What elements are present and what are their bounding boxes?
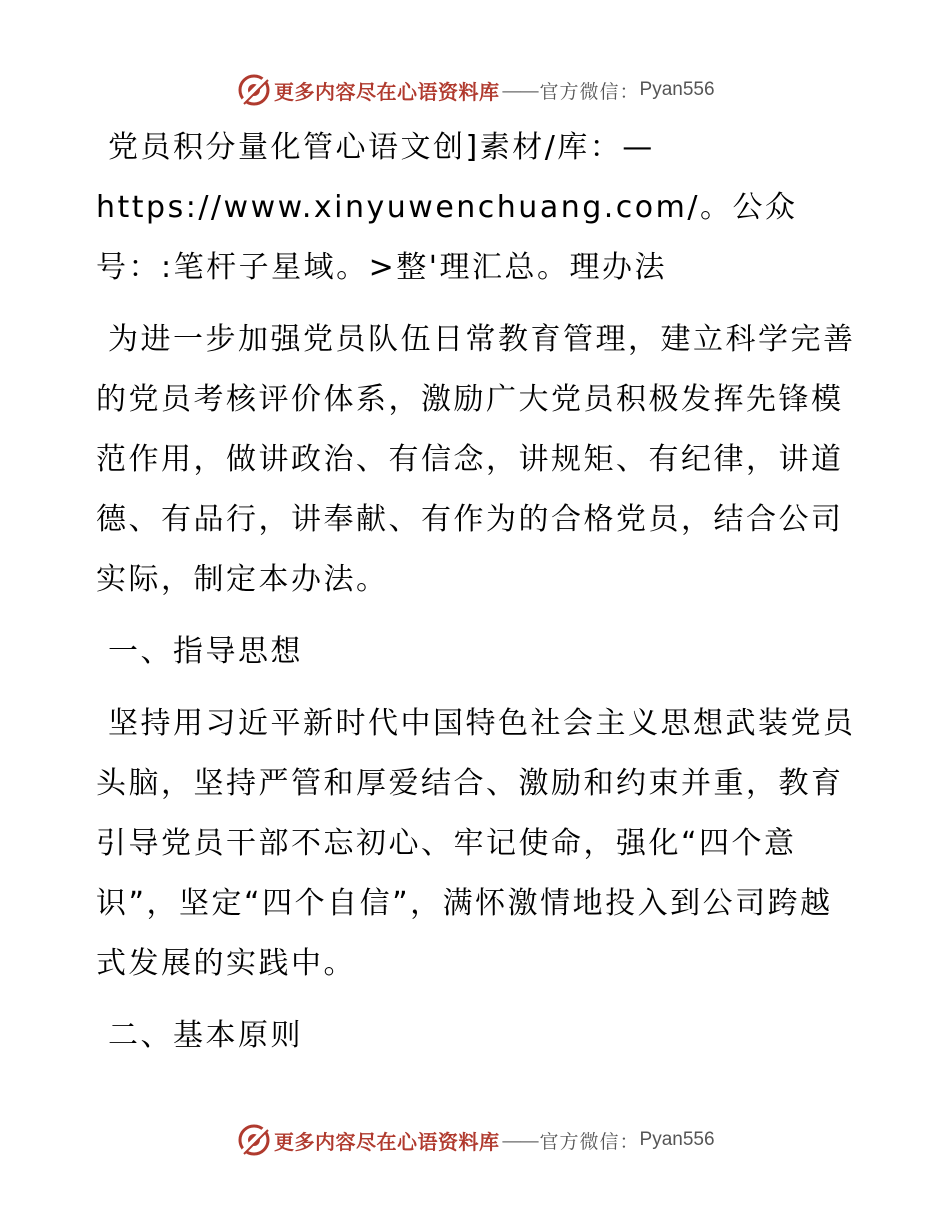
- section-heading-guiding-thought: 一、指导思想: [108, 634, 303, 669]
- banner-separator: ——: [501, 78, 538, 102]
- banner-wechat-label: 官方微信：: [539, 1130, 640, 1153]
- document-title-line: 党员积分量化管心语文创]素材/库：—https://www.xinyuwenchuang.com/。公众号：:笔杆子星域。>整'理汇总。理办法: [96, 130, 798, 285]
- paragraph-guiding-thought: 坚持用习近平新时代中国特色社会主义思想武装党员头脑，坚持严管和厚爱结合、激励和约束并重，教育引导党员干部不忘初心、牢记使命，强化“四个意识”，坚定“四个自信”，满怀激情地投入到公司跨越式发展的实践中。: [96, 706, 856, 981]
- banner-text: 更多内容尽在心语资料库: [274, 79, 500, 104]
- banner-separator: ——: [501, 1128, 538, 1152]
- banner-wechat-id: Pyan556: [639, 79, 715, 100]
- document-body: [96, 118, 856, 1078]
- header-banner: [236, 70, 715, 110]
- section-heading-basic-principles: 二、基本原则: [108, 1018, 303, 1053]
- banner-wechat-label: 官方微信：: [539, 80, 640, 103]
- banner-wechat-id: Pyan556: [639, 1129, 715, 1150]
- brand-logo-icon: [236, 72, 272, 108]
- footer-banner: [236, 1120, 715, 1160]
- paragraph-intro: 为进一步加强党员队伍日常教育管理，建立科学完善的党员考核评价体系，激励广大党员积极发挥先锋模范作用，做讲政治、有信念，讲规矩、有纪律，讲道德、有品行，讲奉献、有作为的合格党员，结合公司实际，制定本办法。: [96, 322, 856, 597]
- banner-text: 更多内容尽在心语资料库: [274, 1129, 500, 1154]
- brand-logo-icon: [236, 1122, 272, 1158]
